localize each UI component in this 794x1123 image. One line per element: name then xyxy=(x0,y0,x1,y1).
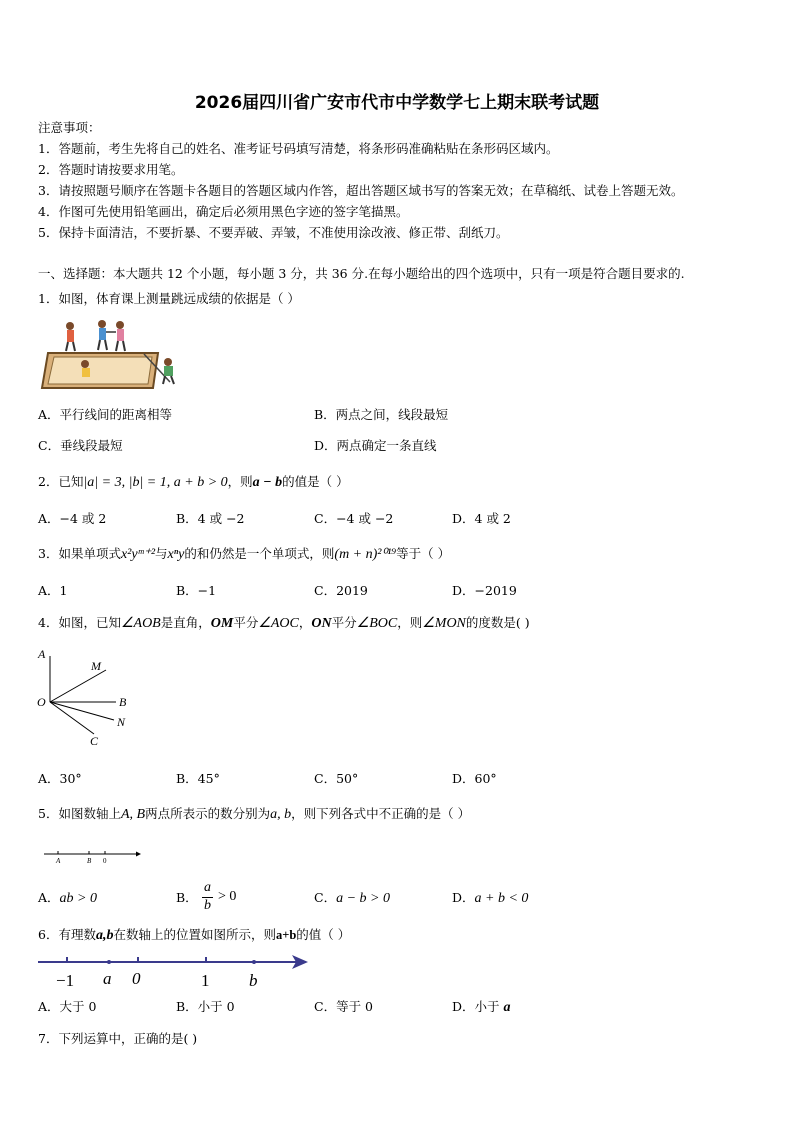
q5-suffix: ，则下列各式中不正确的是（ ） xyxy=(291,806,471,821)
q5-points: A, B xyxy=(120,807,146,822)
q6-stem-c: 的值（ ） xyxy=(296,927,351,942)
q4-option-b[interactable]: B．45° xyxy=(176,771,220,786)
notice-item-1: 1．答题前，考生先将自己的姓名、准考证号码填写清楚，将条形码准确粘贴在条形码区域内。 xyxy=(38,141,559,156)
axis-label-a-var: a xyxy=(103,969,112,988)
q5-option-b-num: a xyxy=(204,880,211,895)
q3-monomial-2: xⁿy xyxy=(167,547,185,562)
notice-item-2: 2．答题时请按要求用笔。 xyxy=(38,162,184,177)
q5-option-a-math: ab > 0 xyxy=(59,891,97,906)
angle-label-a: A xyxy=(38,647,46,661)
q4-stem xyxy=(38,615,530,632)
q2-condition: |a| = 3, |b| = 1, a + b > 0 xyxy=(83,475,228,490)
angle-label-o: O xyxy=(37,695,46,709)
axis-label-one: 1 xyxy=(201,971,210,990)
q5-option-c-math: a − b > 0 xyxy=(336,891,390,906)
angle-diagram xyxy=(36,646,136,748)
q3-mid-1: 与 xyxy=(155,546,168,561)
q5-prefix: 5．如图数轴上 xyxy=(38,806,121,821)
q2-mid: ，则 xyxy=(227,474,253,489)
q3-expression: (m + n)²⁰¹⁹ xyxy=(334,547,397,562)
q7-stem: 7．下列运算中，正确的是( ) xyxy=(38,1031,198,1046)
q1-option-a[interactable]: A．平行线间的距离相等 xyxy=(38,407,173,422)
q5-option-a[interactable] xyxy=(38,890,97,907)
q2-option-c[interactable]: C．−4 或 −2 xyxy=(314,511,394,526)
q2-option-a[interactable]: A．−4 或 2 xyxy=(38,511,107,526)
q6-option-d[interactable] xyxy=(452,999,511,1016)
q5-option-d-letter: D． xyxy=(452,890,475,905)
q4-option-a[interactable]: A．30° xyxy=(38,771,82,786)
axis-label-zero-large: 0 xyxy=(132,969,141,988)
q1-option-b[interactable]: B．两点之间，线段最短 xyxy=(314,407,449,422)
q3-option-a[interactable]: A．1 xyxy=(38,583,68,598)
angle-label-m: M xyxy=(91,659,101,673)
q6-option-c[interactable]: C．等于 0 xyxy=(314,999,373,1014)
q5-option-d[interactable] xyxy=(452,890,528,907)
q5-option-b-letter: B． xyxy=(176,890,198,905)
long-jump-illustration xyxy=(40,318,185,393)
q6-option-d-var: a xyxy=(503,1000,511,1015)
number-line-small xyxy=(44,848,142,868)
axis-label-b: B xyxy=(87,857,92,865)
q4-angle-mon: ∠MON xyxy=(422,616,466,631)
q5-values: a, b xyxy=(270,807,292,822)
q5-option-c[interactable] xyxy=(314,890,390,907)
axis-label-zero: 0 xyxy=(103,857,107,865)
q3-stem xyxy=(38,546,450,563)
q5-stem xyxy=(38,806,470,823)
angle-label-n: N xyxy=(117,715,126,729)
notice-item-3: 3．请按照题号顺序在答题卡各题目的答题区域内作答，超出答题区域书写的答案无效；在草稿纸、试卷上答题无效。 xyxy=(38,183,684,198)
q3-monomial-1: x²yᵐ⁺² xyxy=(120,547,156,562)
q2-suffix: 的值是（ ） xyxy=(282,474,349,489)
axis-label-b-var: b xyxy=(249,971,258,990)
q4-option-d[interactable]: D．60° xyxy=(452,771,497,786)
q4-stem-b: 是直角， xyxy=(160,615,211,630)
q5-option-c-letter: C． xyxy=(314,890,337,905)
q2-target: a − b xyxy=(252,475,283,490)
q4-on: ON xyxy=(311,616,332,631)
q4-stem-f: ，则 xyxy=(397,615,423,630)
q5-mid: 两点所表示的数分别为 xyxy=(145,806,271,821)
q2-prefix: 2．已知 xyxy=(38,474,84,489)
q1-stem: 1．如图，体育课上测量跳远成绩的依据是（ ） xyxy=(38,291,300,306)
q4-angle-boc: ∠BOC xyxy=(356,616,398,631)
q4-stem-a: 4．如图，已知 xyxy=(38,615,121,630)
q6-stem xyxy=(38,927,350,944)
q1-option-d[interactable]: D．两点确定一条直线 xyxy=(314,438,437,453)
q3-prefix: 3．如果单项式 xyxy=(38,546,121,561)
q5-option-b-den: b xyxy=(204,898,211,913)
q3-option-b[interactable]: B．−1 xyxy=(176,583,217,598)
notice-heading: 注意事项： xyxy=(38,120,101,135)
q1-option-c[interactable]: C．垂线段最短 xyxy=(38,438,123,453)
q4-angle-aob: ∠AOB xyxy=(120,616,161,631)
q3-suffix: 等于（ ） xyxy=(396,546,451,561)
q5-option-b-tail: > 0 xyxy=(218,889,237,904)
q5-option-d-math: a + b < 0 xyxy=(474,891,529,906)
angle-label-b: B xyxy=(119,695,127,709)
q6-option-d-text: D．小于 xyxy=(452,999,500,1014)
q3-option-d[interactable]: D．−2019 xyxy=(452,583,517,598)
q5-option-a-letter: A． xyxy=(38,890,60,905)
q2-option-b[interactable]: B．4 或 −2 xyxy=(176,511,245,526)
q4-option-c[interactable]: C．50° xyxy=(314,771,359,786)
notice-item-5: 5．保持卡面清洁，不要折暴、不要弄破、弄皱，不准使用涂改液、修正带、刮纸刀。 xyxy=(38,225,509,240)
q4-angle-aoc: ∠AOC xyxy=(258,616,299,631)
q6-option-b[interactable]: B．小于 0 xyxy=(176,999,235,1014)
q4-om: OM xyxy=(210,616,234,631)
q3-option-c[interactable]: C．2019 xyxy=(314,583,368,598)
q2-stem xyxy=(38,474,349,491)
q4-stem-g: 的度数是( ) xyxy=(465,615,530,630)
q6-stem-b: 在数轴上的位置如图所示，则 xyxy=(113,927,276,942)
q2-option-d[interactable]: D．4 或 2 xyxy=(452,511,511,526)
axis-label-minus-one: −1 xyxy=(56,971,75,990)
q4-stem-c: 平分 xyxy=(233,615,259,630)
notice-item-4: 4．作图可先使用铅笔画出，确定后必须用黑色字迹的签字笔描黑。 xyxy=(38,204,409,219)
q6-stem-a: 6．有理数 xyxy=(38,927,96,942)
q4-stem-e: 平分 xyxy=(331,615,357,630)
number-line-large xyxy=(38,950,310,992)
q6-apb: a+b xyxy=(275,928,297,942)
exam-title: 2026届四川省广安市代市中学数学七上期末联考试题 xyxy=(194,93,600,113)
q4-stem-d: ， xyxy=(298,615,312,630)
axis-label-a: A xyxy=(56,857,61,865)
angle-label-c: C xyxy=(90,734,99,748)
section-heading: 一、选择题：本大题共 12 个小题，每小题 3 分，共 36 分.在每小题给出的四个选项中，只有一项是符合题目要求的. xyxy=(38,266,685,281)
q6-option-a[interactable]: A．大于 0 xyxy=(38,999,97,1014)
q6-ab: a,b xyxy=(95,928,114,943)
q3-mid-2: 的和仍然是一个单项式，则 xyxy=(184,546,335,561)
